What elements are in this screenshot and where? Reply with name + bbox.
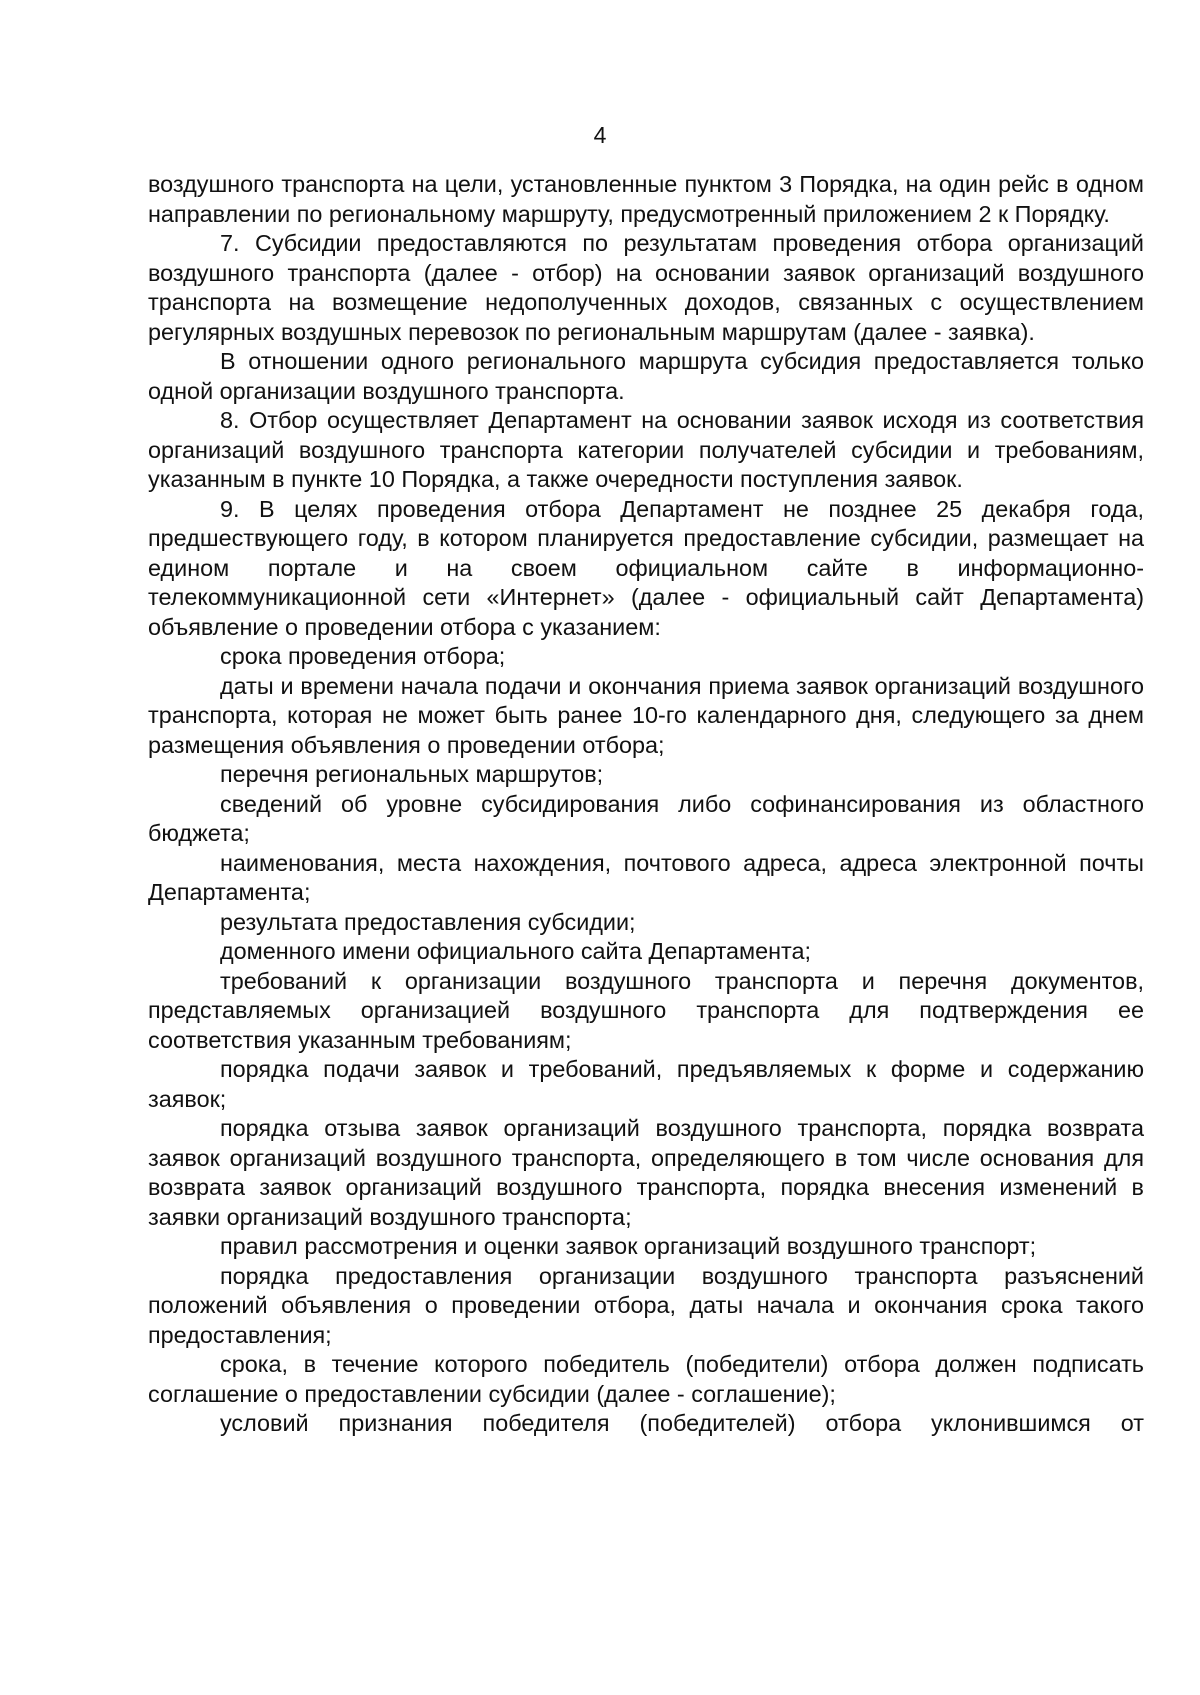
document-body <box>148 170 1144 1439</box>
list-item: требований к организации воздушного транспорта и перечня документов, представляемых организацией воздушного транспорта для подтверждения ее соответствия указанным требованиям; <box>148 967 1144 1053</box>
list-item: результата предоставления субсидии; <box>220 908 636 935</box>
list-item: срока, в течение которого победитель (победители) отбора должен подписать соглашение о предоставлении субсидии (далее - соглашение); <box>148 1351 1144 1407</box>
list-item: сведений об уровне субсидирования либо софинансирования из областного бюджета; <box>148 790 1144 846</box>
list-item: порядка подачи заявок и требований, предъявляемых к форме и содержанию заявок; <box>148 1056 1144 1112</box>
page-number: 4 <box>593 122 607 148</box>
paragraph: 8. Отбор осуществляет Департамент на основании заявок исходя из соответствия организаций воздушного транспорта категории получателей субсидии и требованиям, указанным в пункте 10 Порядка, а также очередности поступления заявок. <box>148 407 1144 492</box>
list-item: условий признания победителя (победителей) отбора уклонившимся от <box>220 1410 1144 1436</box>
list-item: порядка предоставления организации воздушного транспорта разъяснений положений объявления о проведении отбора, даты начала и окончания срока такого предоставления; <box>148 1262 1144 1348</box>
list-item: перечня региональных маршрутов; <box>220 761 604 787</box>
list-item: наименования, места нахождения, почтового адреса, адреса электронной почты Департамента; <box>148 849 1144 905</box>
paragraph: 9. В целях проведения отбора Департамент не позднее 25 декабря года, предшествующего году, в котором планируется предоставление субсидии, размещает на едином портале и на своем официальном сайте в информационно-телекоммуникационной сети «Интернет» (далее - официальный сайт Департамента) объявление о проведении отбора с указанием: <box>148 495 1144 640</box>
list-item: порядка отзыва заявок организаций воздушного транспорта, порядка возврата заявок организаций воздушного транспорта, определяющего в том числе основания для возврата заявок организаций воздушного транспорта, порядка внесения изменений в заявки организаций воздушного транспорта; <box>148 1115 1144 1230</box>
list-item: правил рассмотрения и оценки заявок организаций воздушного транспорт; <box>220 1233 1037 1259</box>
paragraph: В отношении одного регионального маршрута субсидия предоставляется только одной организации воздушного транспорта. <box>148 348 1144 404</box>
paragraph: воздушного транспорта на цели, установленные пунктом 3 Порядка, на один рейс в одном направлении по региональному маршруту, предусмотренный приложением 2 к Порядку. <box>148 171 1144 227</box>
paragraph: 7. Субсидии предоставляются по результатам проведения отбора организаций воздушного транспорта (далее - отбор) на основании заявок организаций воздушного транспорта на возмещение недополученных доходов, связанных с осуществлением регулярных воздушных перевозок по региональным маршрутам (далее - заявка). <box>148 230 1144 345</box>
list-item: доменного имени официального сайта Департамента; <box>220 938 812 964</box>
list-item: срока проведения отбора; <box>220 643 506 669</box>
list-item: даты и времени начала подачи и окончания приема заявок организаций воздушного транспорта, которая не может быть ранее 10-го календарного дня, следующего за днем размещения объявления о проведении отбора; <box>148 672 1144 758</box>
